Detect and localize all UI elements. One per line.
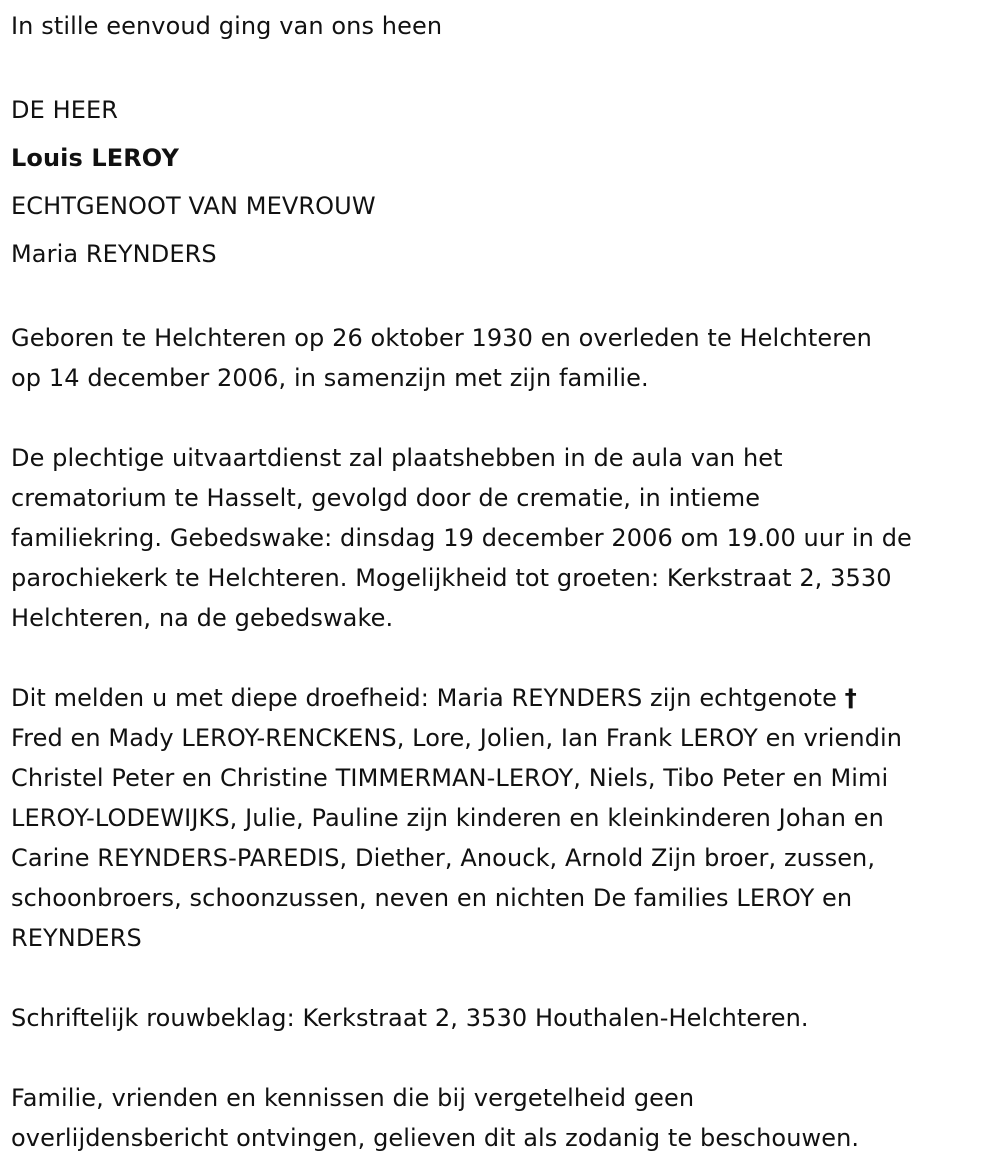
family-line: Christel Peter en Christine TIMMERMAN-LEROY, Niels, Tibo Peter en Mimi: [11, 764, 889, 792]
spacer: [11, 638, 993, 678]
spacer: [11, 958, 993, 998]
birth-line: op 14 december 2006, in samenzijn met zijn familie.: [11, 364, 649, 392]
family-intro-text: Dit melden u met diepe droefheid: Maria REYNDERS zijn echtgenote: [11, 684, 845, 712]
birth-line: Geboren te Helchteren op 26 oktober 1930 en overleden te Helchteren: [11, 324, 872, 352]
title-prefix: DE HEER: [11, 96, 119, 124]
intro-line: In stille eenvoud ging van ons heen: [11, 12, 443, 40]
closing-paragraph: [11, 1078, 993, 1158]
service-paragraph: [11, 438, 993, 638]
spacer: [11, 398, 993, 438]
family-line: schoonbroers, schoonzussen, neven en nichten De families LEROY en: [11, 884, 853, 912]
spouse-name: Maria REYNDERS: [11, 240, 217, 268]
service-line: parochiekerk te Helchteren. Mogelijkheid tot groeten: Kerkstraat 2, 3530: [11, 564, 892, 592]
service-line: Helchteren, na de gebedswake.: [11, 604, 394, 632]
spacer: [11, 1038, 993, 1078]
spacer: [11, 46, 993, 86]
service-line: familiekring. Gebedswake: dinsdag 19 december 2006 om 19.00 uur in de: [11, 524, 912, 552]
closing-line: overlijdensbericht ontvingen, gelieven dit als zodanig te beschouwen.: [11, 1124, 860, 1152]
spacer: [11, 278, 993, 318]
cross-icon: †: [844, 684, 857, 712]
deceased-name: Louis LEROY: [11, 144, 179, 172]
family-line: REYNDERS: [11, 924, 142, 952]
header-block: [11, 86, 993, 278]
condolence-line: Schriftelijk rouwbeklag: Kerkstraat 2, 3530 Houthalen-Helchteren.: [11, 1004, 809, 1032]
service-line: crematorium te Hasselt, gevolgd door de crematie, in intieme: [11, 484, 761, 512]
family-line: Fred en Mady LEROY-RENCKENS, Lore, Jolien, Ian Frank LEROY en vriendin: [11, 724, 903, 752]
birth-paragraph: [11, 318, 993, 398]
family-line: LEROY-LODEWIJKS, Julie, Pauline zijn kinderen en kleinkinderen Johan en: [11, 804, 884, 832]
family-first-line: [11, 678, 993, 718]
service-line: De plechtige uitvaartdienst zal plaatshebben in de aula van het: [11, 444, 783, 472]
closing-line: Familie, vrienden en kennissen die bij vergetelheid geen: [11, 1084, 695, 1112]
spouse-label: ECHTGENOOT VAN MEVROUW: [11, 192, 376, 220]
family-line: Carine REYNDERS-PAREDIS, Diether, Anouck, Arnold Zijn broer, zussen,: [11, 844, 876, 872]
obituary-notice: [11, 6, 993, 1158]
family-paragraph: [11, 678, 993, 958]
